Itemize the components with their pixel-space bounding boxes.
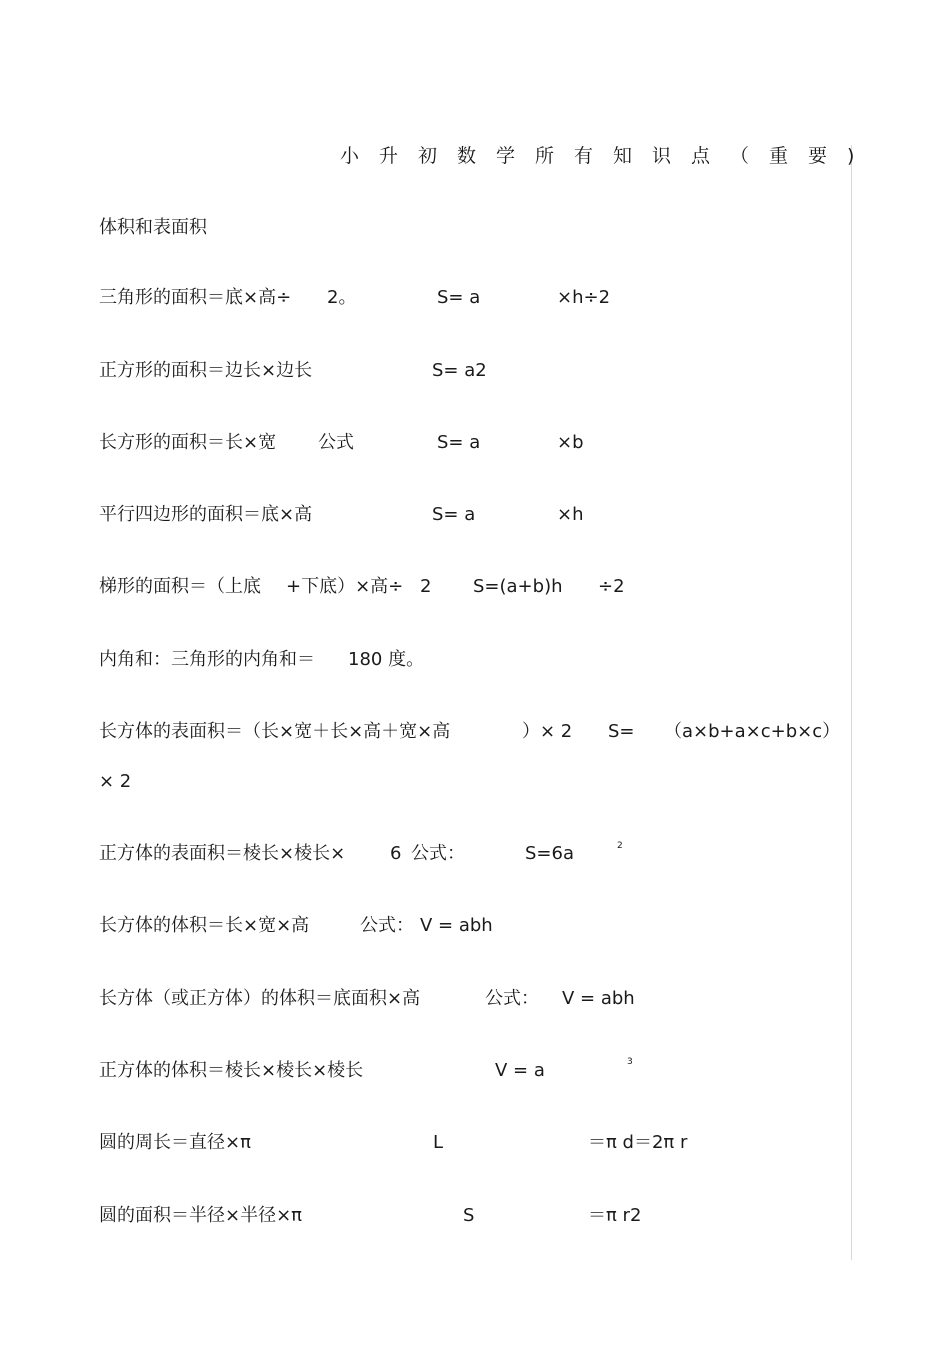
formula-label: 长方形的面积＝长×宽 bbox=[99, 432, 277, 453]
page-edge-line bbox=[851, 145, 852, 1260]
formula-expression: S= a bbox=[432, 504, 476, 525]
formula-expression-tail: ×h bbox=[557, 504, 584, 525]
formula-number: 2。 bbox=[327, 287, 357, 308]
formula-number: 180 度。 bbox=[348, 649, 425, 670]
formula-expression: S bbox=[463, 1205, 475, 1226]
formula-expression: S= a bbox=[437, 287, 481, 308]
formula-label: 正方体的体积＝棱长×棱长×棱长 bbox=[99, 1060, 364, 1081]
formula-label: 长方体的表面积＝（长×宽＋长×高＋宽×高 bbox=[99, 721, 451, 742]
formula-label: 圆的周长＝直径×π bbox=[99, 1132, 251, 1153]
page-title: 小升初数学所有知识点（重要) bbox=[340, 145, 875, 167]
formula-keyword: 公式 bbox=[318, 432, 354, 453]
formula-label: 圆的面积＝半径×半径×π bbox=[99, 1205, 303, 1226]
formula-number: 2 bbox=[420, 576, 432, 597]
formula-label: 长方体的体积＝长×宽×高 bbox=[99, 915, 310, 936]
formula-continuation: × 2 bbox=[99, 771, 132, 792]
formula-expression: L bbox=[433, 1132, 444, 1153]
formula-expression: S=6a bbox=[525, 843, 574, 864]
section-heading: 体积和表面积 bbox=[99, 217, 207, 238]
formula-label: 长方体（或正方体）的体积＝底面积×高 bbox=[99, 988, 421, 1009]
formula-exponent: 2 bbox=[617, 841, 623, 851]
formula-keyword: 公式： bbox=[411, 843, 465, 864]
formula-keyword: 公式： bbox=[360, 915, 414, 936]
formula-expression: V = abh bbox=[420, 915, 493, 936]
formula-label-continued: ）× 2 bbox=[522, 721, 573, 742]
formula-label: 正方形的面积＝边长×边长 bbox=[99, 360, 313, 381]
formula-expression: V = a bbox=[495, 1060, 545, 1081]
formula-label: 梯形的面积＝（上底 bbox=[99, 576, 261, 597]
formula-number: 6 bbox=[390, 843, 402, 864]
formula-expression-tail: （a×b+a×c+b×c） bbox=[664, 721, 841, 742]
formula-expression: S=(a+b)h bbox=[473, 576, 563, 597]
formula-keyword: 公式： bbox=[485, 988, 539, 1009]
formula-label: 三角形的面积＝底×高÷ bbox=[99, 287, 292, 308]
formula-expression: S= a bbox=[437, 432, 481, 453]
formula-label-continued: +下底）×高÷ bbox=[286, 576, 404, 597]
formula-expression: V = abh bbox=[562, 988, 635, 1009]
formula-label: 内角和：三角形的内角和＝ bbox=[99, 649, 315, 670]
formula-expression-tail: ＝π r2 bbox=[588, 1205, 642, 1226]
formula-label: 正方体的表面积＝棱长×棱长× bbox=[99, 843, 346, 864]
formula-expression-tail: ÷2 bbox=[598, 576, 625, 597]
formula-exponent: 3 bbox=[627, 1057, 633, 1067]
formula-expression-tail: ×b bbox=[557, 432, 584, 453]
formula-label: 平行四边形的面积＝底×高 bbox=[99, 504, 313, 525]
formula-expression-tail: ＝π d＝2π r bbox=[588, 1132, 688, 1153]
formula-expression-tail: ×h÷2 bbox=[557, 287, 611, 308]
formula-expression: S= a2 bbox=[432, 360, 487, 381]
formula-expression: S= bbox=[608, 721, 635, 742]
